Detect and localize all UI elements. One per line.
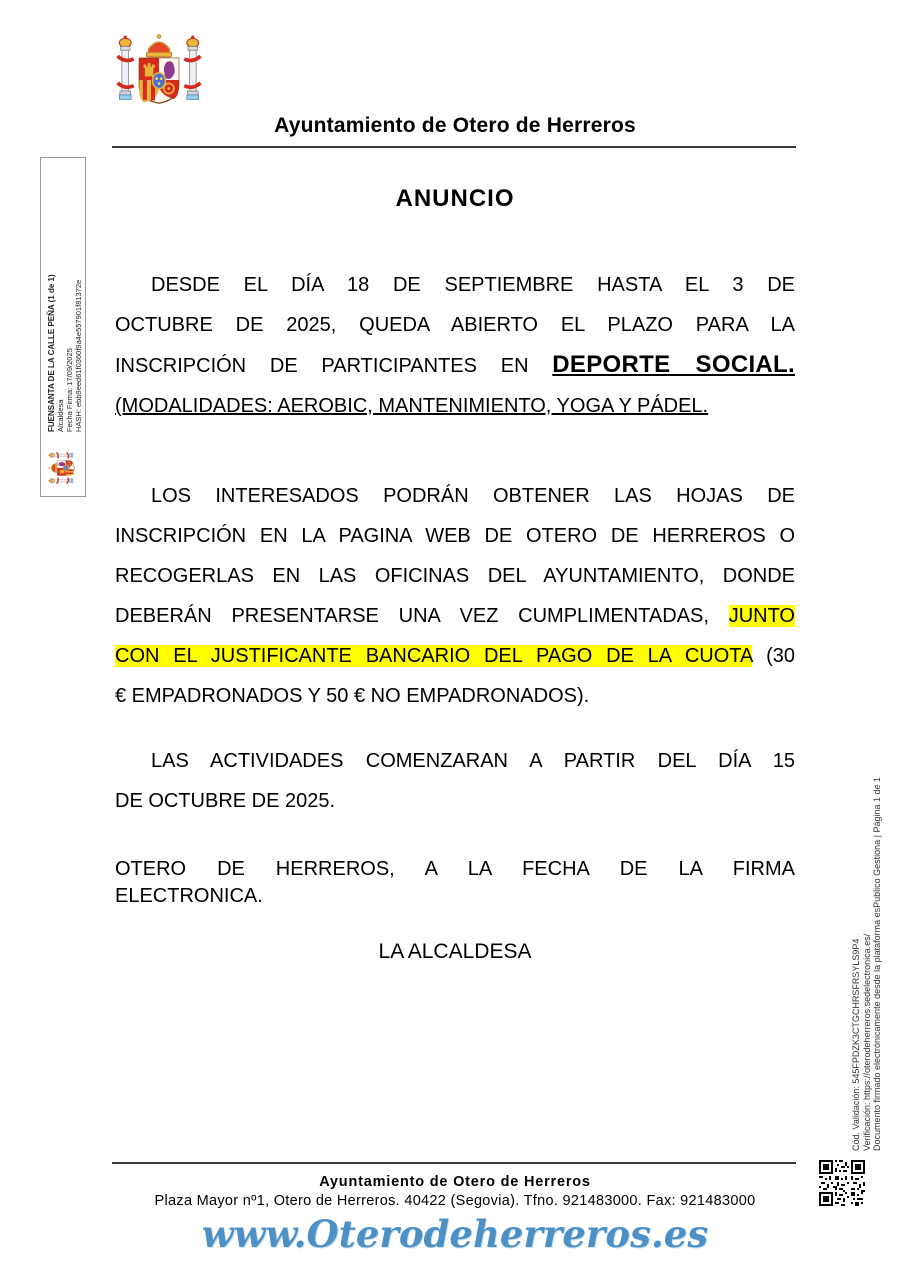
text-segment-normal: DESDE EL DÍA 18 DE SEPTIEMBRE HASTA EL 3 DE [151, 274, 795, 296]
spanish-coat-of-arms-icon [114, 28, 204, 118]
signature-date: Fecha Firma: 17/09/2025 [65, 348, 74, 432]
paragraph-line [115, 386, 795, 426]
paragraph-line [115, 596, 795, 636]
text-segment-normal: INSCRIPCIÓN DE PARTICIPANTES EN [115, 355, 553, 377]
paragraph-line [115, 476, 795, 516]
paragraph-line [115, 883, 795, 910]
text-segment-normal: RECOGERLAS EN LAS OFICINAS DEL AYUNTAMIENTO, DONDE [115, 565, 795, 587]
paragraph-line [115, 305, 795, 345]
spanish-coat-of-arms-mini-icon [45, 451, 81, 485]
signature-role-line: LA ALCALDESA [378, 940, 532, 963]
paragraph-line [115, 741, 795, 781]
paragraph [115, 265, 795, 426]
paragraph-line [115, 676, 795, 716]
document-title: ANUNCIO [395, 185, 515, 212]
paragraph-line [115, 636, 795, 676]
text-segment-normal: LOS INTERESADOS PODRÁN OBTENER LAS HOJAS DE [151, 485, 795, 507]
text-segment-normal: LAS ACTIVIDADES COMENZARAN A PARTIR DEL DÍA 15 [151, 750, 795, 772]
paragraph-line [115, 781, 795, 821]
text-segment-bold-underline: DEPORTE SOCIAL. [552, 351, 795, 378]
signer-name: FUENSANTA DE LA CALLE PEÑA (1 de 1) [47, 274, 56, 432]
text-segment-normal: INSCRIPCIÓN EN LA PAGINA WEB DE OTERO DE HERREROS O [115, 525, 795, 547]
signature-stamp-text [47, 242, 83, 432]
qr-code-icon [819, 1158, 865, 1208]
text-segment-normal: OCTUBRE DE 2025, QUEDA ABIERTO EL PLAZO PARA LA [115, 314, 795, 336]
text-segment-normal: € EMPADRONADOS Y 50 € NO EMPADRONADOS). [115, 685, 590, 707]
paragraph-line [115, 265, 795, 305]
paragraph-line [115, 856, 795, 883]
text-segment-normal: ELECTRONICA. [115, 885, 263, 907]
footer-organization: Ayuntamiento de Otero de Herreros [319, 1174, 591, 1190]
text-segment-underline: (MODALIDADES: AEROBIC, MANTENIMIENTO, YOGA Y PÁDEL. [115, 395, 709, 417]
header-divider [112, 146, 796, 148]
text-segment-highlight: JUNTO [728, 605, 795, 627]
header-organization: Ayuntamiento de Otero de Herreros [274, 114, 636, 137]
footer-divider [112, 1162, 796, 1164]
paragraph-line [115, 345, 795, 386]
paragraph-line [115, 516, 795, 556]
signer-role: Alcaldesa [56, 399, 65, 432]
paragraph [115, 741, 795, 821]
announcement-document [115, 185, 795, 965]
text-segment-normal: OTERO DE HERREROS, A LA FECHA DE LA FIRMA [115, 858, 795, 880]
paragraph [115, 856, 795, 910]
signature-hash: HASH: ebb9eed61f0360f9a4e557901f81372e [74, 279, 83, 432]
footer-website: www.Oterodeherreros.es [201, 1212, 709, 1256]
paragraph-line [115, 556, 795, 596]
paragraph [115, 476, 795, 716]
text-segment-normal: DE OCTUBRE DE 2025. [115, 790, 336, 812]
text-segment-normal: (30 [752, 645, 795, 667]
validation-stamp-text [851, 749, 883, 1151]
text-segment-highlight: CON EL JUSTIFICANTE BANCARIO DEL PAGO DE LA CUOTA [115, 645, 753, 667]
verification-url: Verificación: https://oterodeherreros.sedelectronica.es/ [861, 933, 872, 1151]
signed-platform-note: Documento firmado electrónicamente desde la plataforma esPublico Gestiona | Página 1 de 1 [872, 776, 882, 1151]
footer-address: Plaza Mayor nº1, Otero de Herreros. 40422 (Segovia). Tfno. 921483000. Fax: 921483000 [154, 1193, 756, 1209]
validation-code: Cód. Validación: 545FPDZK3CTGCHRSFRSYLS9P4 [851, 938, 861, 1151]
text-segment-normal: DEBERÁN PRESENTARSE UNA VEZ CUMPLIMENTADAS, [115, 605, 729, 627]
announcement-paragraphs [115, 265, 795, 910]
